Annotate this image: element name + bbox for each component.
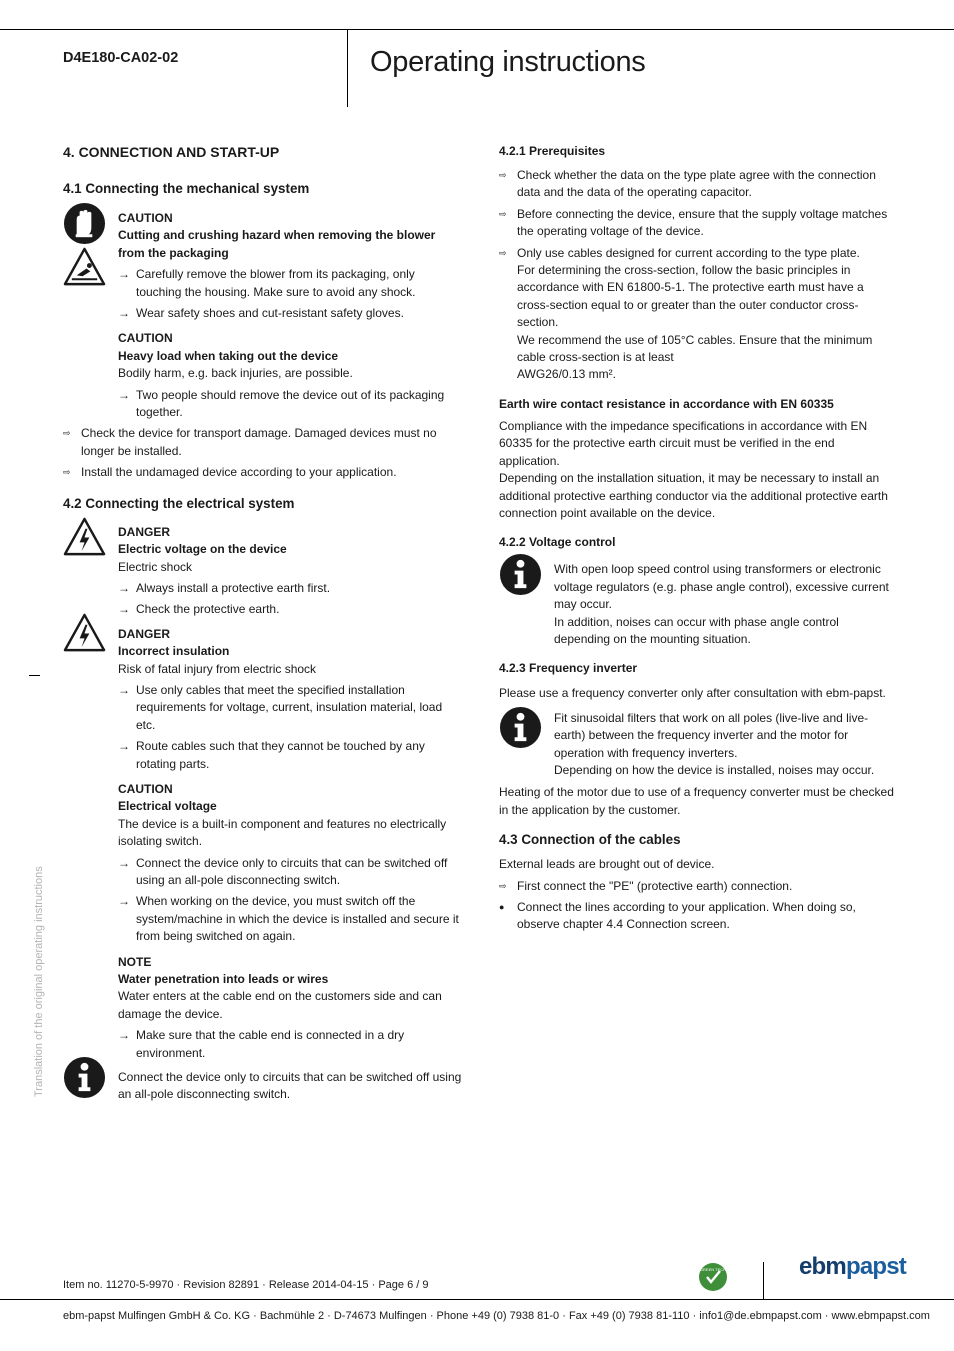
info-block — [63, 1069, 463, 1104]
info-block — [499, 710, 894, 780]
list-item: ⇨ Before connecting the device, ensure that the supply voltage matches the operating voltage of the device. — [499, 206, 888, 239]
caution-heavy-block — [63, 330, 463, 421]
danger-label: DANGER — [118, 524, 171, 539]
subsubsection-heading-voltage-control: 4.2.2 Voltage control — [499, 535, 616, 550]
bullet-arrow-icon: ⇨ — [499, 208, 507, 219]
paragraph: Please use a frequency converter only after consultation with ebm-papst. — [499, 686, 886, 701]
gloves-icon — [63, 202, 106, 245]
green-tech-badge-icon — [698, 1262, 728, 1292]
high-voltage-icon — [63, 516, 106, 559]
document-code: D4E180-CA02-02 — [63, 50, 179, 66]
danger-title: Electric voltage on the device — [118, 542, 287, 557]
info-icon — [499, 553, 542, 596]
paragraph: Depending on the installation situation, it may be necessary to install an additional protective earthing conductor via the additional protective earth connection point available on the device. — [499, 471, 888, 520]
high-voltage-icon — [63, 612, 106, 655]
caution-label: CAUTION — [118, 211, 173, 225]
info-block — [499, 561, 894, 648]
footer-brand-divider — [763, 1262, 764, 1299]
fold-mark — [29, 675, 40, 676]
earth-wire-heading: Earth wire contact resistance in accordance with EN 60335 — [499, 396, 834, 411]
list-item: ⇨ Only use cables designed for current according to the type plate. For determining the cross-section, follow the basic principles in accordance with EN 61800-5-1. The protective earth must have a cross-section equal to or greater than the outer conductor cross-section. We recommend the use of 105°C cables. Ensure that the minimum cable cross-section is at least AWG26/0.13 mm². — [499, 245, 873, 382]
footer-rule — [0, 1299, 954, 1300]
bullet-arrow-icon: ⇨ — [63, 467, 71, 478]
caution-text: Bodily harm, e.g. back injuries, are possible. — [118, 366, 353, 381]
subsection-heading-mechanical: 4.1 Connecting the mechanical system — [63, 181, 310, 196]
caution-label: CAUTION — [118, 331, 173, 346]
side-note: Translation of the original operating instructions — [33, 866, 45, 1097]
instruction-item: → Two people should remove the device out of its packaging together. — [118, 387, 445, 420]
danger-text: Electric shock — [118, 559, 193, 574]
caution-title: Electrical voltage — [118, 799, 217, 814]
paragraph: Compliance with the impedance specifications in accordance with EN 60335 for the protective earth circuit must be verified in the end application. — [499, 418, 868, 468]
right-column — [499, 143, 894, 934]
subsubsection-heading-frequency-inverter: 4.2.3 Frequency inverter — [499, 661, 638, 676]
section-heading: 4. CONNECTION AND START-UP — [63, 144, 280, 160]
info-text: Depending on how the device is installed, noises may occur. — [554, 762, 875, 777]
danger-title: Incorrect insulation — [118, 644, 230, 659]
subsubsection-heading-prerequisites: 4.2.1 Prerequisites — [499, 144, 606, 158]
danger-label: DANGER — [118, 626, 171, 641]
instruction-item: → Always install a protective earth first. — [118, 580, 331, 595]
danger-voltage-block — [63, 524, 463, 619]
instruction-item: → Wear safety shoes and cut-resistant safety gloves. — [118, 306, 404, 321]
subsection-heading-cables: 4.3 Connection of the cables — [499, 832, 681, 848]
info-icon — [63, 1056, 106, 1099]
svg-text:GREEN TECH: GREEN TECH — [699, 1267, 727, 1272]
instruction-item: → Use only cables that meet the specified installation requirements for voltage, current, insulation material, load etc. — [118, 682, 443, 732]
instruction-item: → When working on the device, you must switch off the system/machine in which the device is installed and secure it from being switched on again. — [118, 894, 459, 944]
list-item: ⇨ Install the undamaged device according to your application. — [63, 464, 463, 481]
list-item: ⇨ Check whether the data on the type plate agree with the connection data and the data of the operating capacitor. — [499, 168, 876, 200]
danger-insulation-block — [63, 626, 463, 773]
instruction-item: → Route cables such that they cannot be touched by any rotating parts. — [118, 739, 425, 771]
bullet-arrow-icon: ⇨ — [499, 880, 507, 891]
bullet-arrow-icon: ⇨ — [63, 428, 71, 439]
bullet-arrow-icon: ⇨ — [499, 170, 507, 180]
info-text: Fit sinusoidal filters that work on all poles (live-live and live-earth) between the frequency inverter and the motor for operation with frequency inverters. — [554, 710, 869, 760]
crush-hazard-icon — [63, 246, 106, 289]
list-item: ⇨ Check the device for transport damage. Damaged devices must no longer be installed. — [63, 426, 437, 458]
left-column — [63, 143, 463, 1104]
instruction-item: → Carefully remove the blower from its packaging, only touching the housing. Make sure to avoid any shock. — [118, 267, 416, 299]
bullet-dot-icon: ● — [499, 902, 505, 912]
info-icon — [499, 706, 542, 749]
brand-logo: ebmpapst — [799, 1253, 906, 1280]
header-divider — [347, 29, 348, 107]
list-item: ⇨ First connect the "PE" (protective earth) connection. — [499, 878, 894, 895]
bullet-arrow-icon: ⇨ — [499, 247, 507, 258]
info-text: With open loop speed control using transformers or electronic voltage regulators (e.g. phase angle control), excessive current may occur. — [554, 562, 889, 612]
caution-text: The device is a built-in component and features no electrically isolating switch. — [118, 816, 447, 849]
header-top-rule — [0, 29, 954, 30]
info-text: In addition, noises can occur with phase angle control depending on the mounting situation. — [554, 614, 839, 646]
subsection-heading-electrical: 4.2 Connecting the electrical system — [63, 495, 295, 511]
instruction-item: → Check the protective earth. — [118, 602, 280, 617]
caution-cutting-block — [63, 210, 463, 322]
note-label: NOTE — [118, 954, 152, 969]
caution-title: Heavy load when taking out the device — [118, 348, 339, 363]
note-text: Water enters at the cable end on the customers side and can damage the device. — [118, 989, 442, 1021]
page-title: Operating instructions — [370, 46, 646, 78]
item-info: Item no. 11270-5-9970 · Revision 82891 · Release 2014-04-15 · Page 6 / 9 — [63, 1279, 429, 1291]
company-address: ebm-papst Mulfingen GmbH & Co. KG · Bachmühle 2 · D-74673 Mulfingen · Phone +49 (0) 7938 81-0 · Fax +49 (0) 7938 81-110 · info1@de.ebmpapst.com · www.ebmpapst.com — [63, 1310, 930, 1322]
note-water-block — [63, 954, 463, 1062]
list-item: ● Connect the lines according to your application. When doing so, observe chapter 4.4 Connection screen. — [499, 900, 856, 932]
note-title: Water penetration into leads or wires — [118, 972, 329, 987]
instruction-item: → Make sure that the cable end is connected in a dry environment. — [118, 1028, 405, 1060]
info-text: Connect the device only to circuits that can be switched off using an all-pole disconnecting switch. — [118, 1070, 462, 1102]
instruction-item: → Connect the device only to circuits that can be switched off using an all-pole disconnecting switch. — [118, 855, 448, 887]
paragraph: External leads are brought out of device. — [499, 857, 715, 872]
danger-text: Risk of fatal injury from electric shock — [118, 661, 317, 676]
caution-electrical-block — [63, 781, 463, 946]
caution-label: CAUTION — [118, 781, 173, 796]
paragraph: Heating of the motor due to use of a frequency converter must be checked in the application by the customer. — [499, 785, 894, 817]
caution-title: Cutting and crushing hazard when removing the blower from the packaging — [118, 228, 436, 260]
